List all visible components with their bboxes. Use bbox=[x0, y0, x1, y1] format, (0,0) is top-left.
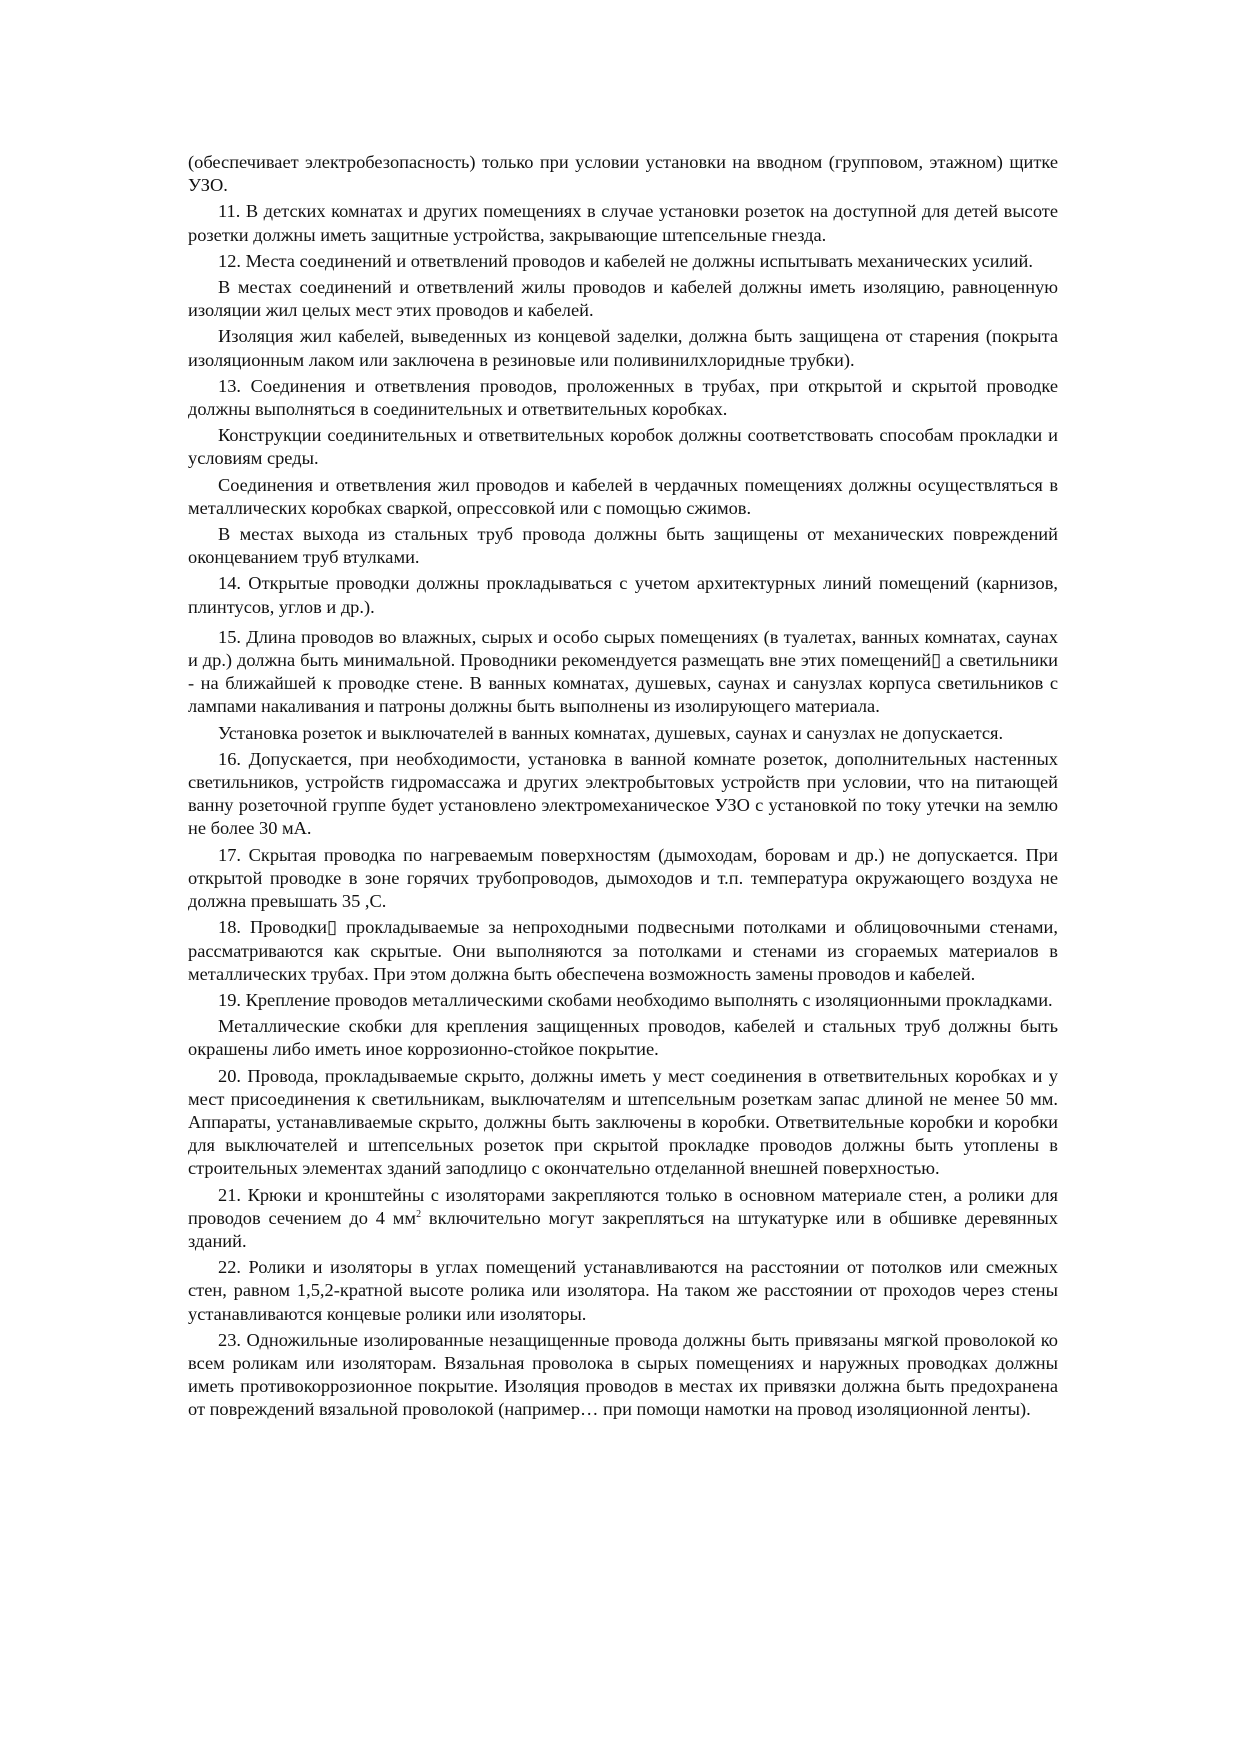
paragraph-box-design: Конструкции соединительных и ответвительных коробок должны соответствовать способам прокладки и условиям среды. bbox=[188, 425, 1058, 469]
paragraph-attic-joints: Соединения и ответвления жил проводов и кабелей в чердачных помещениях должны осуществляться в металлических коробках сваркой, опрессовкой или с помощью сжимов. bbox=[188, 474, 1058, 518]
paragraph-item-11: 11. В детских комнатах и других помещениях в случае установки розеток на доступной для детей высоте розетки должны иметь защитные устройства, закрывающие штепсельные гнезда. bbox=[188, 201, 1058, 245]
paragraph-item-16: 16. Допускается, при необходимости, установка в ванной комнате розеток, дополнительных настенных светильников, устройств гидромассажа и других электробытовых устройств при условии, что на питающей ванну розеточной группе будет установлено электромеханическое УЗО с установкой по току утечки на землю не более 30 мА. bbox=[188, 748, 1058, 839]
paragraph-item-20: 20. Провода, прокладываемые скрыто, должны иметь у мест соединения в ответвительных коробках и у мест присоединения к светильникам, выключателям и штепсельным розеткам запас длиной не менее 50 мм. Аппараты, устанавливаемые скрыто, должны быть заключены в коробки. Ответвительные коробки и коробки для выключателей и штепсельных розеток при скрытой прокладке проводов должны быть утоплены в строительных элементах зданий заподлицо с окончательно отделанной внешней поверхностью. bbox=[188, 1065, 1058, 1179]
item-21-text-start: 21. Крюки и кронштейны с изоляторами закрепляются только в основном материале стен, а ролики для проводов сечением до 4 мм bbox=[188, 1184, 1058, 1228]
paragraph-bathroom-sockets: Установка розеток и выключателей в ванных комнатах, душевых, саунах и санузлах не допускается. bbox=[218, 722, 1004, 743]
paragraph-cable-insulation: Изоляция жил кабелей, выведенных из концевой заделки, должна быть защищена от старения (покрыта изоляционным лаком или заключена в резиновые или поливинилхлоридные трубки). bbox=[188, 326, 1058, 370]
paragraph-item-17: 17. Скрытая проводка по нагреваемым поверхностям (дымоходам, боровам и др.) не допускается. При открытой проводке в зоне горячих трубопроводов, дымоходов и т.п. температура окружающего воздуха не должна превышать 35 ,С. bbox=[188, 844, 1058, 912]
paragraph-metal-brackets: Металлические скобки для крепления защищенных проводов, кабелей и стальных труб должны быть окрашены либо иметь иное коррозионно-стойкое покрытие. bbox=[188, 1016, 1058, 1060]
paragraph-joint-insulation: В местах соединений и ответвлений жилы проводов и кабелей должны иметь изоляцию, равноценную изоляции жил целых мест этих проводов и кабелей. bbox=[188, 277, 1058, 321]
paragraph-item-14: 14. Открытые проводки должны прокладываться с учетом архитектурных линий помещений (карнизов, плинтусов, углов и др.). bbox=[188, 573, 1058, 617]
document-page bbox=[188, 151, 1058, 1425]
paragraph-item-22: 22. Ролики и изоляторы в углах помещений устанавливаются на расстоянии от потолков или смежных стен, равном 1,5,2-кратной высоте ролика или изолятора. На таком же расстоянии от проходов через стены устанавливаются концевые ролики или изоляторы. bbox=[188, 1257, 1058, 1324]
paragraph-item-21 bbox=[188, 1184, 1058, 1254]
paragraph-item-15: 15. Длина проводов во влажных, сырых и особо сырых помещениях (в туалетах, ванных комнатах, саунах и др.) должна быть минимальной. Проводники рекомендуется размещать вне этих помещений▯ а светильники - на ближайшей к проводке стене. В ванных комнатах, душевых, саунах и санузлах корпуса светильников с лампами накаливания и патроны должны быть выполнены из изолирующего материала. bbox=[188, 626, 1058, 717]
paragraph-item-12: 12. Места соединений и ответвлений проводов и кабелей не должны испытывать механических усилий. bbox=[218, 250, 1033, 271]
paragraph-item-23: 23. Одножильные изолированные незащищенные провода должны быть привязаны мягкой проволокой ко всем роликам или изоляторам. Вязальная проволока в сырых помещениях и наружных проводках должны иметь противокоррозионное покрытие. Изоляция проводов в местах их привязки должна быть предохранена от повреждений вязальной проволокой (например… при помощи намотки на провод изоляционной ленты). bbox=[188, 1329, 1058, 1420]
paragraph-item-19: 19. Крепление проводов металлическими скобами необходимо выполнять с изоляционными прокладками. bbox=[218, 989, 1053, 1010]
paragraph-item-13: 13. Соединения и ответвления проводов, проложенных в трубах, при открытой и скрытой проводке должны выполняться в соединительных и ответвительных коробках. bbox=[188, 375, 1058, 420]
item-21-text-end: включительно могут закрепляться на штукатурке или в обшивке деревянных зданий. bbox=[188, 1207, 1059, 1251]
paragraph-item-18: 18. Проводки▯ прокладываемые за непроходными подвесными потолками и облицовочными стенами, рассматриваются как скрытые. Они выполняются за потолками и стенами из сгораемых материалов в металлических трубах. При этом должна быть обеспечена возможность замены проводов и кабелей. bbox=[188, 917, 1058, 984]
item-21-superscript: 2 bbox=[416, 1208, 422, 1220]
paragraph-pipe-exit: В местах выхода из стальных труб провода должны быть защищены от механических повреждений оконцеванием труб втулками. bbox=[188, 524, 1058, 568]
paragraph-continuation: (обеспечивает электробезопасность) только при условии установки на вводном (групповом, этажном) щитке УЗО. bbox=[188, 152, 1058, 196]
